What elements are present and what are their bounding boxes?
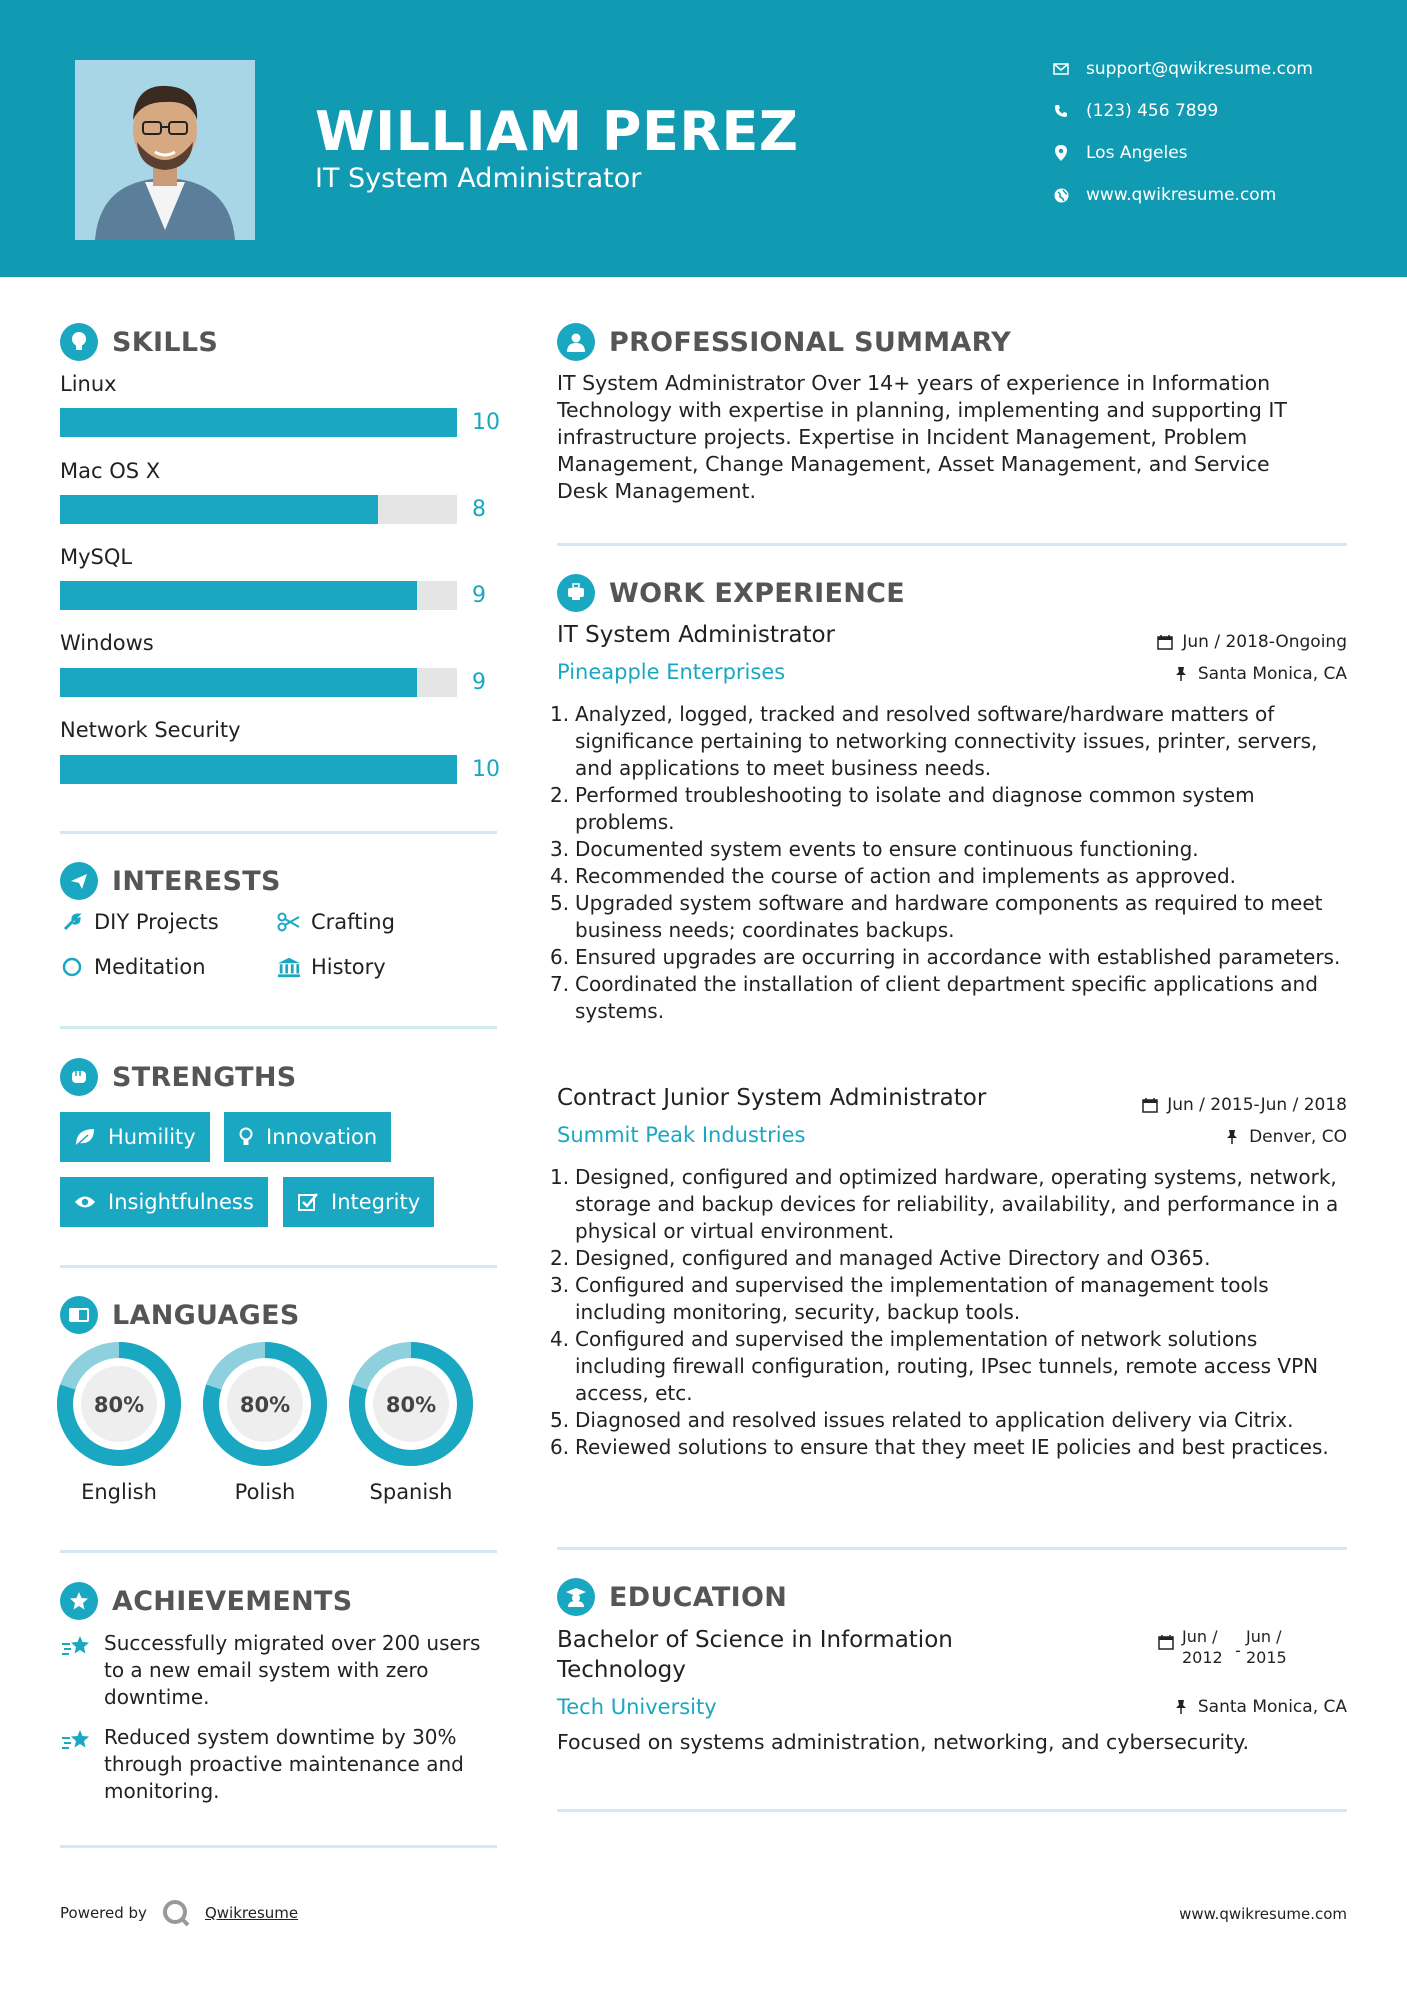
summary-text: IT System Administrator Over 14+ years of experience in Information Technology with expertise in planning, implementing and supporting IT infrastructure projects. Expertise in Incident Management, Problem Management, Change Management, Asset Management, and Service Desk Management. — [557, 371, 1287, 503]
job-title: IT System Administrator — [557, 622, 836, 648]
strength-badge — [283, 1177, 434, 1227]
leaf-icon — [74, 1126, 96, 1148]
pushpin-icon — [1172, 665, 1190, 683]
footer-website[interactable]: www.qwikresume.com — [1179, 1905, 1347, 1923]
education-location — [1172, 1697, 1347, 1717]
skill-bar-fill — [60, 668, 417, 697]
phone-icon — [1050, 100, 1072, 122]
profile-photo — [75, 60, 255, 240]
graduate-icon — [557, 1578, 595, 1616]
interest-label: Crafting — [311, 910, 395, 934]
list-item: 1. Designed, configured and optimized hardware, operating systems, network, storage and backup devices for reliability, availability, and performance in a physical or virtual environment. — [550, 1165, 1339, 1243]
footer-powered-by — [60, 1898, 298, 1928]
list-item: 3. Configured and supervised the implementation of management tools including monitoring, security, backup tools. — [550, 1273, 1269, 1324]
education-heading — [557, 1578, 787, 1616]
contact-website-text: www.qwikresume.com — [1086, 185, 1277, 205]
achievements-title: ACHIEVEMENTS — [112, 1585, 353, 1617]
candidate-title: IT System Administrator — [315, 163, 642, 194]
education-dates — [1158, 1626, 1294, 1668]
skill-value: 8 — [472, 497, 486, 522]
education-date-separator: - — [1235, 1641, 1241, 1660]
language-percent: 80% — [93, 1393, 145, 1417]
job-location — [1223, 1127, 1347, 1147]
skill-name: Network Security — [60, 718, 241, 742]
section-divider — [60, 831, 497, 834]
strength-badge — [60, 1177, 268, 1227]
achievement-item — [60, 1724, 500, 1805]
contact-phone[interactable] — [1050, 100, 1218, 122]
interest-item — [277, 955, 386, 979]
header-banner — [0, 0, 1407, 277]
strength-label: Humility — [108, 1125, 196, 1149]
interests-heading — [60, 862, 281, 900]
section-divider — [557, 543, 1347, 546]
strength-label: Integrity — [331, 1190, 421, 1214]
list-item: 6. Reviewed solutions to ensure that they meet IE policies and best practices. — [550, 1435, 1329, 1459]
skill-bar — [60, 408, 457, 437]
wrench-icon — [60, 910, 84, 934]
language-chart — [57, 1342, 181, 1470]
list-item: 4. Recommended the course of action and implements as approved. — [550, 864, 1237, 888]
contact-phone-text: (123) 456 7899 — [1086, 101, 1219, 121]
calendar-icon — [1158, 1634, 1176, 1668]
section-divider — [557, 1809, 1347, 1812]
powered-by-label: Powered by — [60, 1904, 147, 1922]
education-title: EDUCATION — [609, 1581, 788, 1613]
qwikresume-logo-icon — [161, 1898, 191, 1928]
job-bullet-list — [550, 1164, 1345, 1461]
achievements-heading — [60, 1582, 353, 1620]
skill-bar-fill — [60, 581, 417, 610]
calendar-icon — [1141, 1096, 1159, 1114]
map-pin-icon — [1050, 142, 1072, 164]
languages-title: LANGUAGES — [112, 1299, 300, 1331]
skill-value: 9 — [472, 670, 486, 695]
achievement-text: Successfully migrated over 200 users to a new email system with zero downtime. — [104, 1631, 481, 1709]
pushpin-icon — [1172, 1698, 1190, 1716]
fist-icon — [60, 1058, 98, 1096]
skill-bar-fill — [60, 755, 457, 784]
job-location-text: Denver, CO — [1249, 1127, 1347, 1147]
language-percent: 80% — [385, 1393, 437, 1417]
interest-label: Meditation — [94, 955, 206, 979]
language-chart — [203, 1342, 327, 1470]
briefcase-icon — [557, 574, 595, 612]
scissors-icon — [277, 910, 301, 934]
experience-title: WORK EXPERIENCE — [609, 577, 905, 609]
job-bullet-list — [550, 701, 1345, 1025]
job-company: Pineapple Enterprises — [557, 660, 786, 684]
job-location-text: Santa Monica, CA — [1197, 664, 1347, 684]
education-end: Jun / 2015 — [1246, 1627, 1287, 1667]
list-item: 4. Configured and supervised the implementation of network solutions including firewall configuration, routing, IPsec tunnels, remote access VPN access, etc. — [550, 1327, 1319, 1405]
shooting-star-icon — [60, 1726, 94, 1760]
job-dates — [1156, 632, 1347, 652]
achievement-text: Reduced system downtime by 30% through proactive maintenance and monitoring. — [104, 1725, 464, 1803]
contact-email[interactable] — [1050, 58, 1313, 80]
lightbulb-icon — [238, 1126, 254, 1148]
education-description: Focused on systems administration, networking, and cybersecurity. — [557, 1730, 1249, 1754]
job-dates-text: Jun / 2015-Jun / 2018 — [1167, 1095, 1347, 1115]
languages-heading — [60, 1296, 300, 1334]
skill-value: 10 — [472, 757, 500, 782]
section-divider — [60, 1845, 497, 1848]
skill-bar — [60, 495, 457, 524]
language-name: English — [81, 1480, 157, 1504]
list-item: 7. Coordinated the installation of client department specific applications and systems. — [550, 972, 1318, 1023]
star-badge-icon — [60, 1582, 98, 1620]
skill-bar — [60, 755, 457, 784]
education-school: Tech University — [557, 1695, 717, 1719]
strength-label: Innovation — [266, 1125, 378, 1149]
list-item: 3. Documented system events to ensure continuous functioning. — [550, 837, 1199, 861]
list-item: 2. Designed, configured and managed Active Directory and O365. — [550, 1246, 1211, 1270]
section-divider — [557, 1547, 1347, 1550]
interest-item — [277, 910, 395, 934]
skills-heading — [60, 323, 218, 361]
museum-icon — [277, 955, 301, 979]
job-dates-text: Jun / 2018-Ongoing — [1182, 632, 1347, 652]
checkbox-icon — [297, 1191, 319, 1213]
skill-bar-fill — [60, 408, 457, 437]
job-title: Contract Junior System Administrator — [557, 1085, 987, 1111]
eye-icon — [74, 1191, 96, 1213]
skill-bar — [60, 581, 457, 610]
contact-location-text: Los Angeles — [1086, 143, 1188, 163]
skill-bar-fill — [60, 495, 378, 524]
skill-name: Mac OS X — [60, 459, 161, 483]
list-item: 5. Diagnosed and resolved issues related to application delivery via Citrix. — [550, 1408, 1294, 1432]
section-divider — [60, 1265, 497, 1268]
contact-location — [1050, 142, 1188, 164]
skill-name: Windows — [60, 631, 154, 655]
envelope-icon — [1050, 58, 1072, 80]
education-degree: Bachelor of Science in Information Technology — [557, 1627, 953, 1683]
list-item: 1. Analyzed, logged, tracked and resolved software/hardware matters of significance pertaining to networking connectivity issues, printer, servers, and applications to meet business needs. — [550, 702, 1318, 780]
summary-title: PROFESSIONAL SUMMARY — [609, 326, 1012, 358]
summary-heading — [557, 323, 1011, 361]
skill-name: MySQL — [60, 545, 133, 569]
candidate-name: WILLIAM PEREZ — [315, 100, 799, 163]
job-dates — [1141, 1095, 1347, 1115]
section-divider — [60, 1550, 497, 1553]
experience-heading — [557, 574, 905, 612]
achievement-item — [60, 1630, 500, 1711]
interest-label: DIY Projects — [94, 910, 219, 934]
list-item: 2. Performed troubleshooting to isolate and diagnose common system problems. — [550, 783, 1255, 834]
strength-badge — [224, 1112, 391, 1162]
circle-icon — [60, 955, 84, 979]
strengths-title: STRENGTHS — [112, 1061, 297, 1093]
interest-item — [60, 910, 219, 934]
language-name: Polish — [234, 1480, 296, 1504]
contact-email-text: support@qwikresume.com — [1086, 59, 1313, 79]
language-name: Spanish — [369, 1480, 453, 1504]
skill-value: 9 — [472, 583, 486, 608]
list-item: 5. Upgraded system software and hardware components as required to meet business needs; coordinates backups. — [550, 891, 1323, 942]
skill-name: Linux — [60, 372, 117, 396]
section-divider — [60, 1026, 497, 1029]
language-icon — [60, 1296, 98, 1334]
education-location-text: Santa Monica, CA — [1197, 1697, 1347, 1717]
strengths-heading — [60, 1058, 297, 1096]
language-percent: 80% — [239, 1393, 291, 1417]
globe-icon — [1050, 184, 1072, 206]
interest-label: History — [311, 955, 386, 979]
brand-link[interactable]: Qwikresume — [204, 1904, 299, 1922]
paper-plane-icon — [60, 862, 98, 900]
pushpin-icon — [1223, 1128, 1241, 1146]
list-item: 6. Ensured upgrades are occurring in accordance with established parameters. — [550, 945, 1341, 969]
strength-badge — [60, 1112, 210, 1162]
contact-website[interactable] — [1050, 184, 1276, 206]
user-icon — [557, 323, 595, 361]
job-location — [1172, 664, 1347, 684]
skill-bar — [60, 668, 457, 697]
education-start: Jun / 2012 — [1182, 1627, 1223, 1667]
interests-title: INTERESTS — [112, 865, 281, 897]
calendar-icon — [1156, 633, 1174, 651]
skills-title: SKILLS — [112, 326, 219, 358]
interest-item — [60, 955, 206, 979]
strength-label: Insightfulness — [108, 1190, 254, 1214]
shooting-star-icon — [60, 1632, 94, 1666]
job-company: Summit Peak Industries — [557, 1123, 806, 1147]
language-chart — [349, 1342, 473, 1470]
skill-value: 10 — [472, 410, 500, 435]
lightbulb-icon — [60, 323, 98, 361]
